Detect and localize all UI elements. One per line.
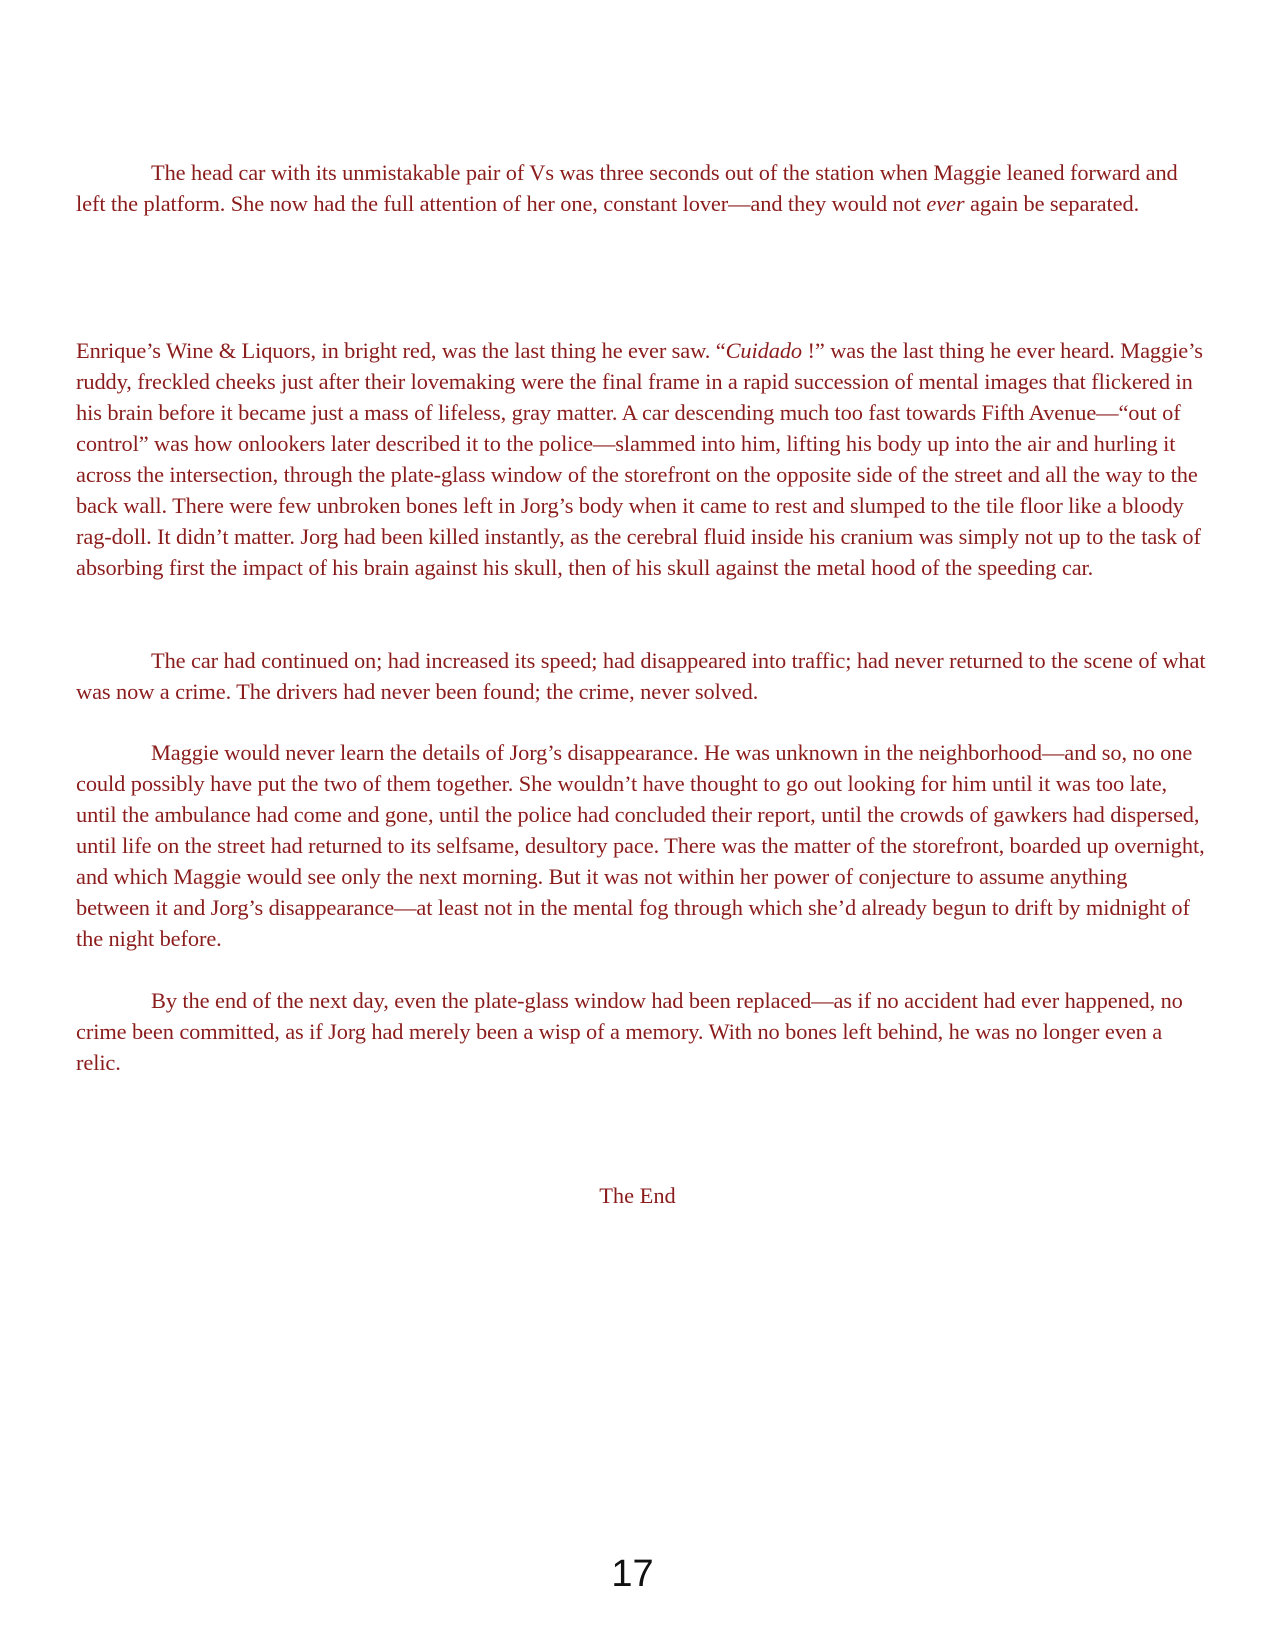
paragraph-1-text-a: The head car with its unmistakable pair of Vs was three seconds out of the station when Maggie leaned forward and left the platform. She now had the full attention of her one, constant lover—and they would not: [76, 160, 1178, 216]
paragraph-2: [76, 335, 1206, 583]
paragraph-5-text: By the end of the next day, even the plate-glass window had been replaced—as if no accident had ever happened, no crime been committed, as if Jorg had merely been a wisp of a memory. With no bones left behind, he was no longer even a relic.: [76, 988, 1183, 1075]
paragraph-2-text-a: Enrique’s Wine & Liquors, in bright red, was the last thing he ever saw. “: [76, 338, 726, 363]
paragraph-3: [76, 645, 1206, 707]
paragraph-3-text: The car had continued on; had increased its speed; had disappeared into traffic; had never returned to the scene of what was now a crime. The drivers had never been found; the crime, never solved.: [76, 648, 1206, 704]
paragraph-2-text-b: !” was the last thing he ever heard. Maggie’s ruddy, freckled cheeks just after their lovemaking were the final frame in a rapid succession of mental images that flickered in his brain before it became just a mass of lifeless, gray matter. A car descending much too fast towards Fifth Avenue—“out of control” was how onlookers later described it to the police—slammed into him, lifting his body up into the air and hurling it across the intersection, through the plate-glass window of the storefront on the opposite side of the street and all the way to the back wall. There were few unbroken bones left in Jorg’s body when it came to rest and slumped to the tile floor like a bloody rag-doll. It didn’t matter. Jorg had been killed instantly, as the cerebral fluid inside his cranium was simply not up to the task of absorbing first the impact of his brain against his skull, then of his skull against the metal hood of the speeding car.: [76, 338, 1203, 580]
paragraph-1-italic-ever: ever: [926, 191, 965, 216]
paragraph-1: [76, 157, 1206, 219]
paragraph-5: [76, 985, 1206, 1078]
paragraph-1-text-b: again be separated.: [964, 191, 1140, 216]
paragraph-4-text: Maggie would never learn the details of Jorg’s disappearance. He was unknown in the neighborhood—and so, no one could possibly have put the two of them together. She wouldn’t have thought to go out looking for him until it was too late, until the ambulance had come and gone, until the police had concluded their report, until the crowds of gawkers had dispersed, until life on the street had returned to its selfsame, desultory pace. There was the matter of the storefront, boarded up overnight, and which Maggie would see only the next morning. But it was not within her power of conjecture to assume anything between it and Jorg’s disappearance—at least not in the mental fog through which she’d already begun to drift by midnight of the night before.: [76, 740, 1205, 951]
page-number: 17: [611, 1553, 654, 1595]
the-end-heading: The End: [599, 1183, 676, 1208]
paragraph-2-italic-cuidado: Cuidado: [725, 338, 803, 363]
paragraph-4: [76, 737, 1206, 954]
